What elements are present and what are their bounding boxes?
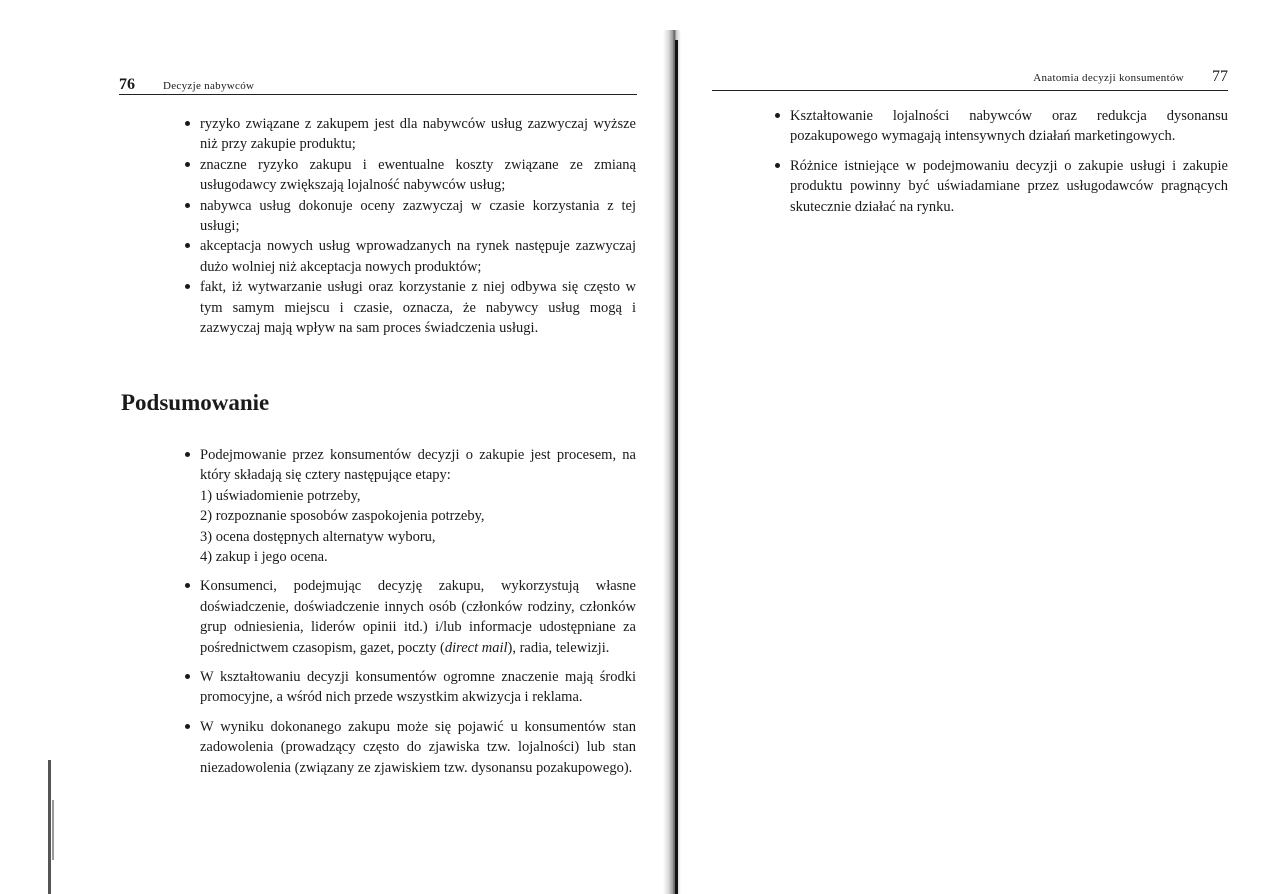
right-bullet-list: [774, 106, 1228, 226]
page-number-right: 77: [1212, 68, 1228, 85]
stage-item: 2) rozpoznanie sposobów zaspokojenia potrzeby,: [200, 508, 485, 525]
summary-text: Konsumenci, podejmując decyzję zakupu, wykorzystują własne doświadczenie, doświadczenie innych osób (członków rodziny, członków grup odniesienia, liderów opinii itd.) i/lub informacje udostępniane za pośrednictwem czasopism, gazet, poczty (: [200, 578, 636, 656]
section-heading: Podsumowanie: [121, 390, 270, 415]
stage-item: 1) uświadomienie potrzeby,: [200, 487, 361, 504]
list-item: [184, 576, 636, 658]
list-item: akceptacja nowych usług wprowadzanych na rynek następuje zazwyczaj dużo wolniej niż akceptacja nowych produktów;: [184, 236, 636, 277]
stage-list: [200, 486, 636, 568]
stage-item: 4) zakup i jego ocena.: [200, 549, 328, 566]
running-header-title: Decyzje nabywców: [163, 80, 255, 92]
summary-bullet-list: [184, 445, 636, 787]
header-rule: [119, 94, 637, 95]
list-item: [184, 445, 636, 567]
services-bullet-list: [184, 114, 636, 338]
summary-text: ), radia, telewizji.: [507, 639, 610, 656]
list-item: Różnice istniejące w podejmowaniu decyzji o zakupie usługi i zakupie produktu powinny być uświadamiane przez usługodawców pragnących skutecznie działać na rynku.: [774, 156, 1228, 217]
italic-term: direct mail: [444, 639, 508, 656]
list-item: fakt, iż wytwarzanie usługi oraz korzystanie z niej odbywa się często w tym samym miejscu i czasie, oznacza, że nabywcy usług mogą i zazwyczaj mają wpływ na sam proces świadczenia usługi.: [184, 277, 636, 338]
right-running-header: [712, 68, 1228, 92]
summary-item-intro: Podejmowanie przez konsumentów decyzji o zakupie jest procesem, na który składają się cztery następujące etapy:: [200, 447, 636, 484]
running-header-title: Anatomia decyzji konsumentów: [1033, 72, 1184, 84]
list-item: W kształtowaniu decyzji konsumentów ogromne znaczenie mają środki promocyjne, a wśród nich przede wszystkim akwizycja i reklama.: [184, 667, 636, 708]
stage-item: 3) ocena dostępnych alternatyw wyboru,: [200, 528, 436, 545]
list-item: znaczne ryzyko zakupu i ewentualne koszty związane ze zmianą usługodawcy zwiększają lojalność nabywców usług;: [184, 155, 636, 196]
binding-edge-line: [675, 40, 678, 894]
book-binding-gutter: [663, 30, 681, 894]
list-item: Kształtowanie lojalności nabywców oraz redukcja dysonansu pozakupowego wymagają intensywnych działań marketingowych.: [774, 106, 1228, 147]
page-number-left: 76: [119, 76, 135, 93]
list-item: W wyniku dokonanego zakupu może się pojawić u konsumentów stan zadowolenia (prowadzący często do zjawiska tzw. lojalności) lub stan niezadowolenia (związany ze zjawiskiem tzw. dysonansu pozakupowego).: [184, 717, 636, 778]
list-item: ryzyko związane z zakupem jest dla nabywców usług zazwyczaj wyższe niż przy zakupie produktu;: [184, 114, 636, 155]
left-running-header: [119, 76, 637, 96]
list-item: nabywca usług dokonuje oceny zazwyczaj w czasie korzystania z tej usługi;: [184, 196, 636, 237]
header-rule: [712, 90, 1228, 91]
